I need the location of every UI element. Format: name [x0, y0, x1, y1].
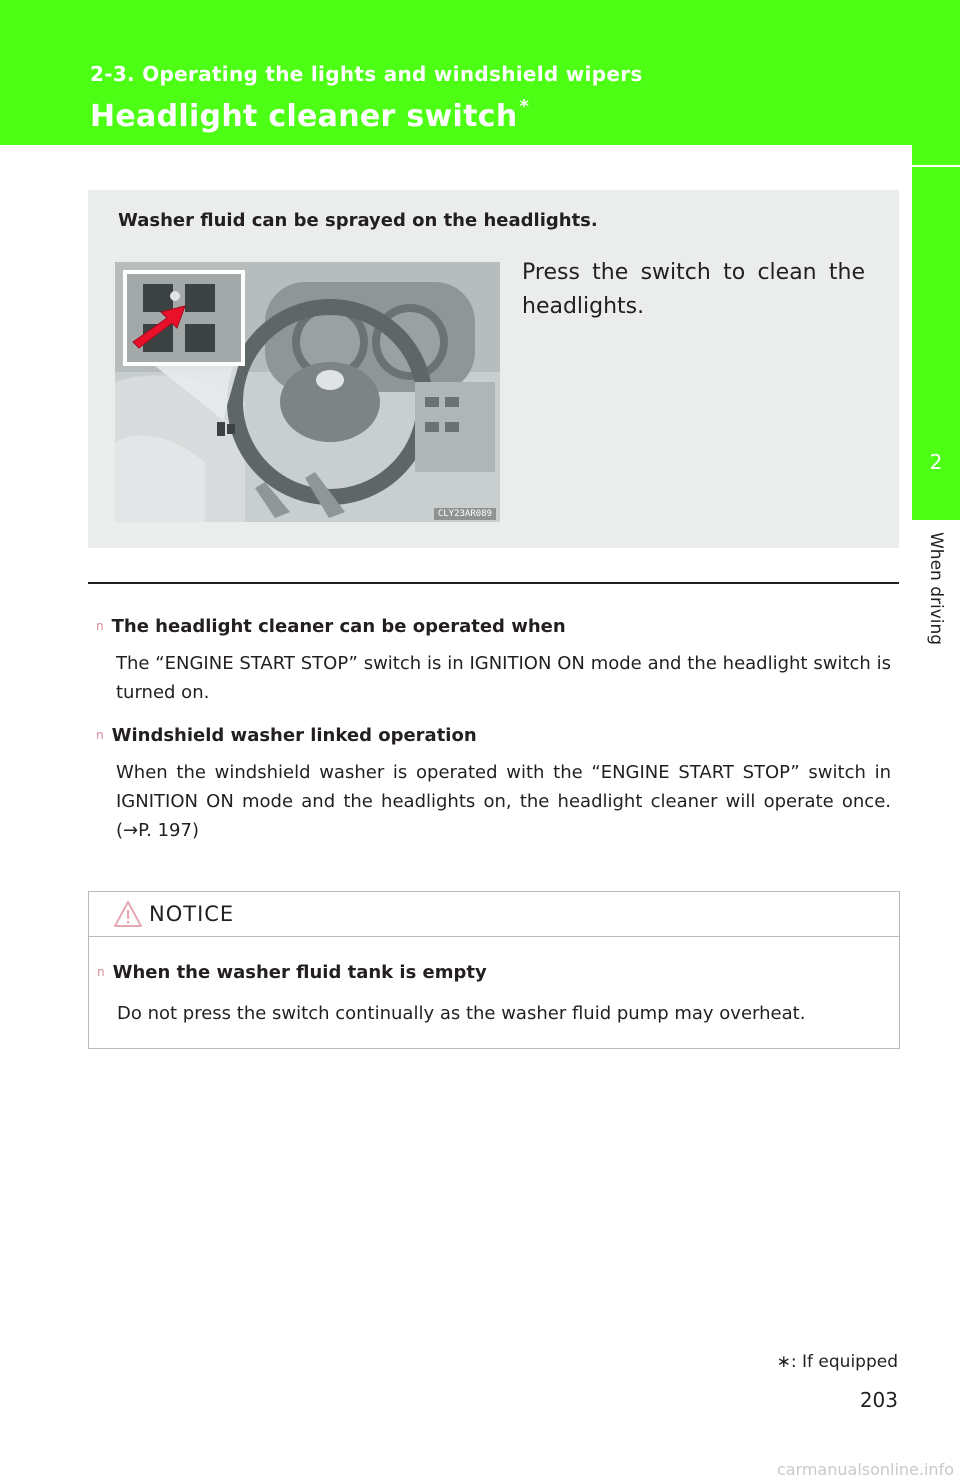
note-heading	[96, 721, 891, 750]
chapter-name: When driving	[926, 532, 946, 646]
notes-section	[96, 612, 891, 845]
note-item	[96, 721, 891, 845]
note-heading-text: The headlight cleaner can be operated when	[111, 616, 566, 637]
notice-body	[97, 958, 887, 1028]
notice-heading	[97, 958, 887, 987]
bullet-icon: n	[96, 728, 104, 742]
footnote: ∗: If equipped	[776, 1352, 898, 1372]
chapter-tab-green	[912, 0, 960, 520]
dashboard-illustration	[115, 262, 500, 522]
page-number: 203	[859, 1388, 898, 1412]
footnote-mark: *	[519, 96, 530, 117]
note-item	[96, 612, 891, 707]
info-box	[88, 190, 899, 548]
note-heading-text: Windshield washer linked operation	[111, 725, 477, 746]
image-code-label: CLY23AR089	[434, 508, 496, 520]
notice-text: Do not press the switch continually as the washer fluid pump may overheat.	[117, 1003, 806, 1024]
watermark: carmanualsonline.info	[776, 1460, 954, 1479]
note-heading	[96, 612, 891, 641]
dashboard-drawing	[115, 262, 500, 522]
bullet-icon: n	[96, 619, 104, 633]
info-lead-text: Washer fluid can be sprayed on the headlights.	[118, 210, 598, 231]
chapter-number: 2	[929, 450, 943, 474]
notice-box	[88, 891, 900, 1049]
tab-divider	[912, 165, 960, 167]
notice-title: NOTICE	[149, 902, 235, 926]
warning-triangle-icon	[113, 900, 143, 928]
note-body: The “ENGINE START STOP” switch is in IGNITION ON mode and the headlight switch is turned on.	[116, 653, 891, 703]
page-header	[0, 0, 960, 145]
section-title: 2-3. Operating the lights and windshield wipers	[90, 62, 643, 86]
chapter-side-tab	[912, 0, 960, 1484]
notice-heading-text: When the washer fluid tank is empty	[112, 962, 487, 983]
instruction-text: Press the switch to clean the headlights.	[522, 260, 865, 319]
page-title	[90, 96, 529, 134]
notice-header	[89, 892, 899, 937]
page-title-text: Headlight cleaner switch	[90, 99, 518, 134]
section-divider	[88, 582, 899, 584]
note-body: When the windshield washer is operated with the “ENGINE START STOP” switch in IGNITION ON mode and the headlights on, the headlight cleaner will operate once. (→P. 197)	[116, 762, 891, 841]
bullet-icon: n	[97, 965, 105, 979]
